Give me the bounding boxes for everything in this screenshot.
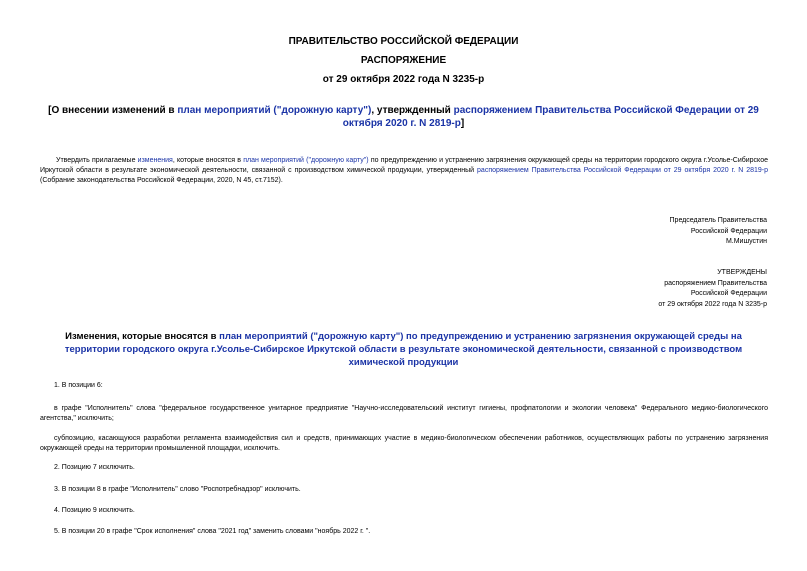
body-text-3: по предупреждению и устранению загрязнения окружающей среды на территории городского округа г.Усолье-Сибирское Иркутской области в результате экономической деятельности, связанной с производством химической продукции, утвержденный [40,157,768,174]
title-link-order[interactable]: распоряжением Правительства Российской Федерации от 29 октября 2020 г. N 2819-р [342,105,759,129]
approval-line-2: распоряжением Правительства [664,279,767,287]
body-link-changes[interactable]: изменения [137,157,173,164]
document-title [40,104,767,130]
body-text-2: , которые вносятся в [172,157,244,164]
signature-block [670,216,767,248]
list-item: в графе "Исполнитель" слова "федеральное государственное унитарное предприятие "Научно-исследовательский институт гигиены, профпатологии и экологии человека" Федерального медико-биологического агентства," исключить; [40,405,768,422]
list-item: субпозицию, касающуюся разработки регламента взаимодействия сил и средств, принимающих участие в медико-биологическом обеспечении работников, осуществляющих работы по устранению загрязнения окружающей среды на территории промышленной площадки, исключить. [40,435,768,452]
changes-title-text-2: по предупреждению и устранению загрязнения окружающей среды на территории городского округа г.Усолье-Сибирское Иркутской области в результате экономической деятельности, связанной с производством химической продукции [64,331,743,368]
body-link-order[interactable]: распоряжением Правительства Российской Федерации от 29 октября 2020 г. N 2819-р [477,167,768,174]
document-date-number: от 29 октября 2022 года N 3235-р [322,74,485,85]
government-heading: ПРАВИТЕЛЬСТВО РОССИЙСКОЙ ФЕДЕРАЦИИ [288,36,519,47]
title-text-3: ] [460,118,465,129]
list-item: 5. В позиции 20 в графе "Срок исполнения" слова "2021 год" заменить словами "ноябрь 2022 г. ". [54,528,371,535]
body-text-4: (Собрание законодательства Российской Федерации, 2020, N 45, ст.7152). [40,177,283,184]
title-text-1: [О внесении изменений в [48,105,178,116]
body-text-1: Утвердить прилагаемые [56,157,138,164]
title-link-plan[interactable]: план мероприятий ("дорожную карту") [177,105,372,116]
list-item: 3. В позиции 8 в графе "Исполнитель" слово "Роспотребнадзор" исключить. [54,486,301,493]
changes-title-link-plan[interactable]: план мероприятий ("дорожную карту") [219,331,404,342]
changes-title [40,330,767,369]
document-type: РАСПОРЯЖЕНИЕ [360,55,447,66]
signature-name: М.Мишустин [725,238,767,245]
approval-stamp: УТВЕРЖДЕНЫ [717,269,767,276]
approval-line-3: Российской Федерации [690,290,767,297]
order-paragraph [40,156,768,186]
approval-block [658,268,767,310]
list-item: 2. Позицию 7 исключить. [54,464,135,471]
signature-organization: Российской Федерации [690,227,767,235]
list-item: 4. Позицию 9 исключить. [54,507,135,514]
body-link-plan[interactable]: план мероприятий ("дорожную карту") [243,157,369,164]
changes-title-text-1: Изменения, которые вносятся в [65,331,220,342]
list-item: 1. В позиции 6: [54,382,103,389]
title-text-2: , утвержденный [371,105,454,116]
signature-position: Председатель Правительства [669,217,767,224]
approval-date: от 29 октября 2022 года N 3235-р [658,300,767,308]
